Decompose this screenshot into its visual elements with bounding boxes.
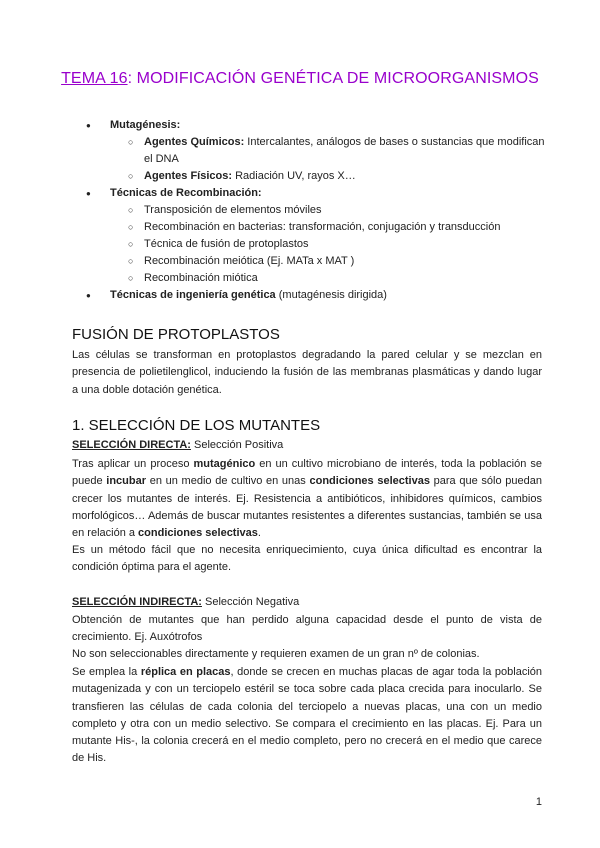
list-item-fisicos: ○ Agentes Físicos: Radiación UV, rayos X… (72, 168, 550, 185)
list-item: ○ Recombinación miótica (72, 270, 550, 287)
subheading-indirecta: SELECCIÓN INDIRECTA: Selección Negativa (72, 596, 300, 608)
outline-list (72, 117, 550, 304)
subheading-directa: SELECCIÓN DIRECTA: Selección Positiva (72, 439, 284, 451)
paragraph-fusion: Las células se transforman en protoplastos degradando la pared celular y se mezclan en presencia de polietilenglicol, induciendo la fusión de las membranas plasmáticas y dando lugar a una doble dotación genética. (72, 349, 542, 396)
paragraph-replica: Se emplea la réplica en placas, donde se crecen en muchas placas de agar toda la población mutagenizada y con un terciopelo estéril se toca sobre cada placa crecida para inocularlo. Se transfieren las células de cada colonia del terciopelo a nuevas placas, una con un medio completo y otra con un medio selectivo. Se compara el crecimiento en las placas. Ej. Para un mutante His-, la colonia crecerá en el medio completo, pero no crecerá en el medio que carece de His. (72, 666, 542, 765)
paragraph-directa-2: Es un método fácil que no necesita enriquecimiento, cuya única dificultad es encontrar la condición óptima para el agente. (72, 544, 542, 574)
list-item-recombinacion: ● Técnicas de Recombinación: (72, 185, 550, 202)
list-item-ingenieria: ● Técnicas de ingeniería genética (mutagénesis dirigida) (72, 287, 550, 304)
list-item: ○ Recombinación en bacterias: transformación, conjugación y transducción (72, 219, 550, 236)
title-rest: : MODIFICACIÓN GENÉTICA DE MICROORGANISMOS (127, 70, 539, 87)
paragraph-indirecta-2: No son seleccionables directamente y requieren examen de un gran nº de colonias. (72, 648, 480, 660)
section-heading-seleccion: 1. SELECCIÓN DE LOS MUTANTES (72, 417, 321, 434)
list-item-mutagenesis: ● Mutagénesis: (72, 117, 550, 134)
paragraph-directa: Tras aplicar un proceso mutagénico en un cultivo microbiano de interés, toda la población se puede incubar en un medio de cultivo en unas condiciones selectivas para que sólo puedan crecer los mutantes de interés. Ej. Resistencia a antibióticos, inhibidores químicos, cambios morfológicos… Además de buscar mutantes resistentes a diferentes sustancias, también se usa en relación a condiciones selectivas. (72, 458, 542, 540)
list-item-quimicos: ○ Agentes Químicos: Intercalantes, análogos de bases o sustancias que modifican el DNA (72, 134, 550, 168)
list-item: ○ Recombinación meiótica (Ej. MATa x MAT ) (72, 253, 550, 270)
paragraph-indirecta: Obtención de mutantes que han perdido alguna capacidad desde el punto de vista de crecimiento. Ej. Auxótrofos (72, 614, 542, 644)
list-item: ○ Técnica de fusión de protoplastos (72, 236, 550, 253)
title-tema: TEMA 16 (61, 70, 128, 87)
page-title (0, 70, 600, 88)
page-number: 1 (535, 796, 542, 808)
section-heading-fusion: FUSIÓN DE PROTOPLASTOS (72, 326, 280, 343)
list-item: ○ Transposición de elementos móviles (72, 202, 550, 219)
